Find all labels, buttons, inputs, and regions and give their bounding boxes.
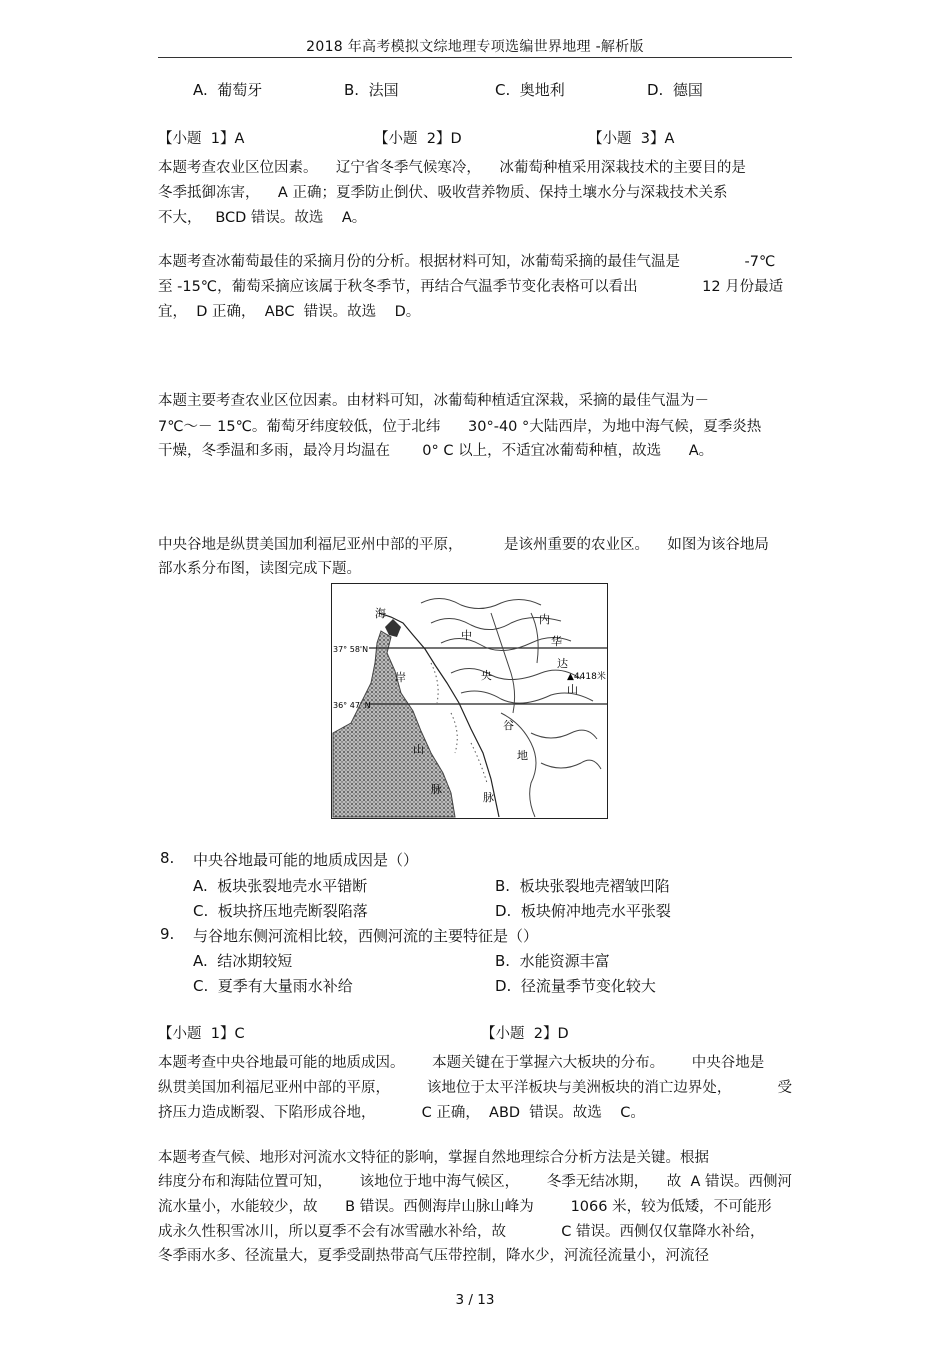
para5-line: 本题考查气候、地形对河流水文特征的影响，掌握自然地理综合分析方法是关键。根据	[158, 1150, 709, 1166]
question-9-stem: 与谷地东侧河流相比较，西侧河流的主要特征是（）	[193, 927, 539, 945]
para4-line: 本题考查中央谷地最可能的地质成因。 本题关键在于掌握六大板块的分布。 中央谷地是	[158, 1055, 765, 1071]
para3-line: 7℃～－ 15℃。葡萄牙纬度较低，位于北纬 30°-40 °大陆西岸，为地中海气候，夏季炎热	[158, 419, 762, 435]
header-rule	[158, 57, 792, 58]
question-8-stem: 中央谷地最可能的地质成因是（）	[193, 851, 419, 869]
para1-line: 本题考查农业区位因素。 辽宁省冬季气候寒冷， 冰葡萄种植采用深栽技术的主要目的是	[158, 160, 746, 176]
para5-line: 流水量小，水能较少，故 B 错误。西侧海岸山脉山峰为 1066 米，较为低矮，不可能形	[158, 1199, 772, 1215]
para1-line: 不大， BCD 错误。故选 A。	[158, 210, 367, 226]
map-char: 脉	[431, 783, 442, 796]
map-char: 岸	[395, 671, 406, 684]
q8-option-d: D. 板块俯冲地壳水平张裂	[495, 902, 671, 920]
q8-option-a: A. 板块张裂地壳水平错断	[193, 877, 368, 895]
para1-line: 冬季抵御冻害， A 正确；夏季防止倒伏、吸收营养物质、保持土壤水分与深栽技术关系	[158, 185, 728, 201]
q8-option-c: C. 板块挤压地壳断裂陷落	[193, 902, 368, 920]
top-option-a: A. 葡萄牙	[193, 81, 263, 99]
q9-option-d: D. 径流量季节变化较大	[495, 977, 656, 995]
map-char: 中	[461, 629, 472, 642]
para3-line: 本题主要考查农业区位因素。由材料可知，冰葡萄种植适宜深栽，采摘的最佳气温为－	[158, 393, 709, 409]
answer-2: 【小题 2】D	[374, 131, 462, 147]
map-char: 谷	[503, 719, 514, 732]
question-8-number: 8.	[160, 849, 175, 867]
map-char: 山	[413, 743, 424, 756]
map-char: 央	[481, 669, 492, 682]
top-option-d: D. 德国	[647, 81, 703, 99]
answer-2: 【小题 2】D	[481, 1026, 569, 1042]
question-9-number: 9.	[160, 925, 175, 943]
para2-line: 宜， D 正确， ABC 错误。故选 D。	[158, 304, 421, 320]
page-header: 2018 年高考模拟文综地理专项选编世界地理 -解析版	[306, 39, 644, 55]
intro-line: 中央谷地是纵贯美国加利福尼亚州中部的平原， 是该州重要的农业区。 如图为该谷地局	[158, 537, 769, 553]
top-option-b: B. 法国	[344, 81, 399, 99]
latitude-label-north: 37° 58'N	[333, 645, 369, 654]
map-char: 华	[551, 635, 562, 648]
para2-line: 至 -15℃，葡萄采摘应该属于秋冬季节，再结合气温季节变化表格可以看出 12 月份最适	[158, 279, 784, 295]
map-char: 山	[567, 683, 578, 696]
q9-option-b: B. 水能资源丰富	[495, 952, 610, 970]
answer-3: 【小题 3】A	[588, 131, 675, 147]
intro-line: 部水系分布图，读图完成下题。	[158, 561, 361, 577]
para3-line: 干燥，冬季温和多雨，最冷月均温在 0° C 以上，不适宜冰葡萄种植，故选 A。	[158, 443, 714, 459]
q8-option-b: B. 板块张裂地壳褶皱凹陷	[495, 877, 670, 895]
page-number: 3 / 13	[455, 1292, 495, 1308]
top-option-c: C. 奥地利	[495, 81, 565, 99]
map-char: 达	[557, 657, 568, 670]
peak-label: ▲4418米	[567, 672, 606, 682]
para5-line: 纬度分布和海陆位置可知， 该地位于地中海气候区， 冬季无结冰期， 故 A 错误。西侧河	[158, 1174, 792, 1190]
map-char: 海	[375, 607, 386, 620]
q9-option-a: A. 结冰期较短	[193, 952, 293, 970]
para4-line: 挤压力造成断裂、下陷形成谷地， C 正确， ABD 错误。故选 C。	[158, 1105, 645, 1121]
map-char: 脉	[483, 791, 494, 804]
answer-1: 【小题 1】A	[158, 131, 245, 147]
river-map	[331, 583, 608, 819]
para2-line: 本题考查冰葡萄最佳的采摘月份的分析。根据材料可知，冰葡萄采摘的最佳气温是 -7℃	[158, 254, 776, 270]
latitude-label-south: 36° 47' N	[333, 701, 371, 710]
map-char: 内	[539, 613, 550, 626]
answer-1: 【小题 1】C	[158, 1026, 245, 1042]
para5-line: 成永久性积雪冰川，所以夏季不会有冰雪融水补给，故 C 错误。西侧仅仅靠降水补给，	[158, 1224, 765, 1240]
map-char: 地	[517, 749, 528, 762]
para5-line: 冬季雨水多、径流量大，夏季受副热带高气压带控制，降水少，河流径流量小，河流径	[158, 1248, 709, 1264]
q9-option-c: C. 夏季有大量雨水补给	[193, 977, 353, 995]
para4-line: 纵贯美国加利福尼亚州中部的平原， 该地位于太平洋板块与美洲板块的消亡边界处， 受	[158, 1080, 792, 1096]
